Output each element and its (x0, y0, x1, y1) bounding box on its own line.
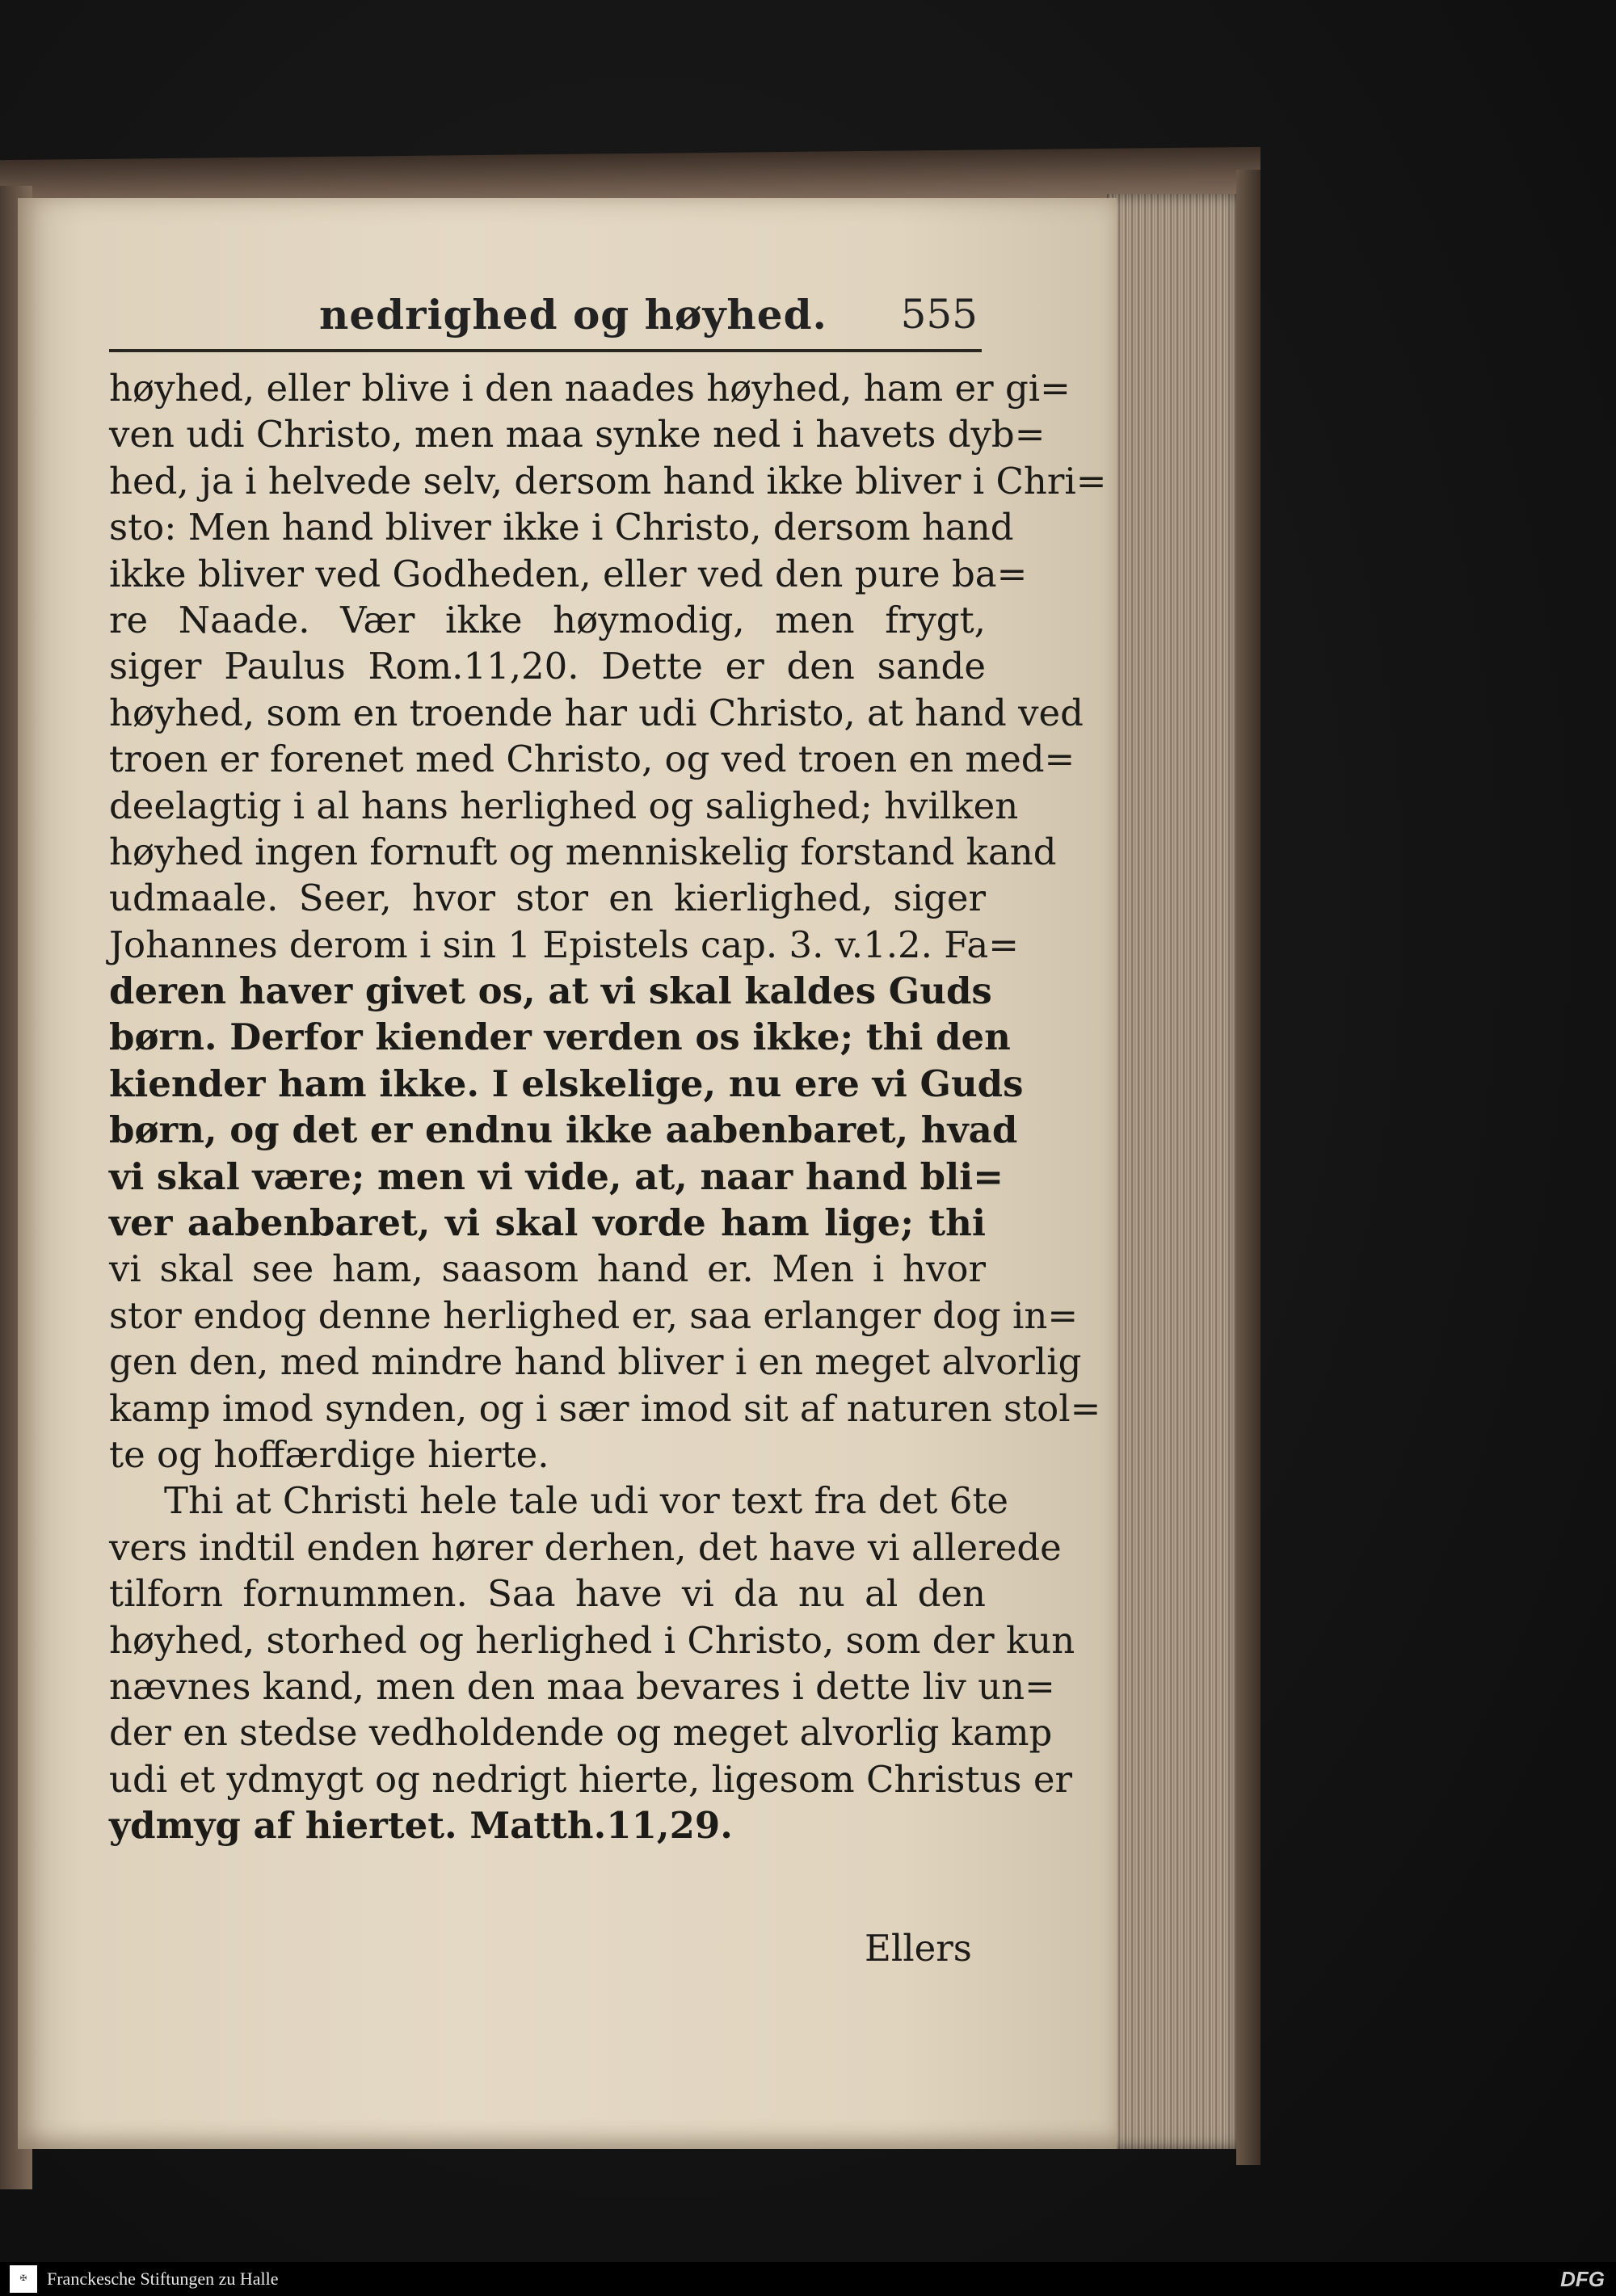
text-line: høyhed, eller blive i den naades høyhed, ham er gi= (109, 367, 1071, 410)
page-number: 555 (900, 291, 978, 338)
text-line: sto: Men hand bliver ikke i Christo, dersom hand (109, 506, 1014, 549)
page-header (109, 291, 982, 347)
text-line: hed, ja i helvede selv, dersom hand ikke bliver i Chri= (109, 459, 1107, 503)
text-line: ven udi Christo, men maa synke ned i havets dyb= (109, 413, 1046, 456)
text-line: høyhed, som en troende har udi Christo, at hand ved (109, 691, 1084, 734)
text-line: gen den, med mindre hand bliver i en meget alvorlig (109, 1340, 1082, 1384)
book-fore-edge (1107, 194, 1250, 2149)
text-line: nævnes kand, men den maa bevares i dette liv un= (109, 1664, 1055, 1708)
catchword: Ellers (865, 1927, 972, 1970)
text-line: kiender ham ikke. I elskelige, nu ere vi Guds (109, 1062, 1024, 1105)
text-line: vi skal see ham, saasom hand er. Men i hvor (109, 1247, 986, 1291)
institution-logo-icon: ✠ (10, 2265, 37, 2293)
text-line: vers indtil enden hører derhen, det have vi allerede (109, 1525, 1062, 1569)
dfg-logo: DFG (1560, 2267, 1605, 2291)
body-text (109, 365, 1107, 1849)
text-line: deelagtig i al hans herlighed og salighed; hvilken (109, 784, 1019, 827)
institution-name: Franckesche Stiftungen zu Halle (47, 2269, 279, 2289)
running-title: nedrighed og høyhed. (319, 291, 827, 339)
text-line: troen er forenet med Christo, og ved troen en med= (109, 738, 1075, 781)
text-line: tilforn fornummen. Saa have vi da nu al den (109, 1572, 986, 1616)
text-line: ver aabenbaret, vi skal vorde ham lige; thi (109, 1201, 986, 1245)
book-cover-right (1236, 170, 1260, 2165)
text-line: Thi at Christi hele tale udi vor text fra det 6te (164, 1479, 1009, 1523)
text-line: udi et ydmygt og nedrigt hierte, ligesom Christus er (109, 1757, 1072, 1801)
text-line: re Naade. Vær ikke høymodig, men frygt, (109, 598, 986, 641)
text-line: ikke bliver ved Godheden, eller ved den pure ba= (109, 552, 1028, 595)
text-line: stor endog denne herlighed er, saa erlanger dog in= (109, 1293, 1079, 1337)
text-line: Johannes derom i sin 1 Epistels cap. 3. v.1.2. Fa= (109, 923, 1019, 966)
text-line: høyhed ingen fornuft og menniskelig forstand kand (109, 830, 1057, 873)
footer-bar (0, 2262, 1616, 2296)
text-line: børn. Derfor kiender verden os ikke; thi den (109, 1016, 1011, 1059)
text-line: udmaale. Seer, hvor stor en kierlighed, siger (109, 877, 986, 920)
text-line: deren haver givet os, at vi skal kaldes Guds (109, 969, 992, 1013)
text-line: høyhed, storhed og herlighed i Christo, som der kun (109, 1618, 1075, 1662)
text-line: kamp imod synden, og i sær imod sit af naturen stol= (109, 1386, 1101, 1430)
text-line: børn, og det er endnu ikke aabenbaret, hvad (109, 1108, 1018, 1152)
text-line: ydmyg af hiertet. Matth.11,29. (109, 1804, 733, 1848)
text-line: siger Paulus Rom.11,20. Dette er den sande (109, 645, 986, 688)
text-line: te og hoffærdige hierte. (109, 1432, 549, 1476)
header-rule (109, 349, 982, 352)
text-line: der en stedse vedholdende og meget alvorlig kamp (109, 1711, 1053, 1755)
text-line: vi skal være; men vi vide, at, naar hand bli= (109, 1154, 1004, 1198)
